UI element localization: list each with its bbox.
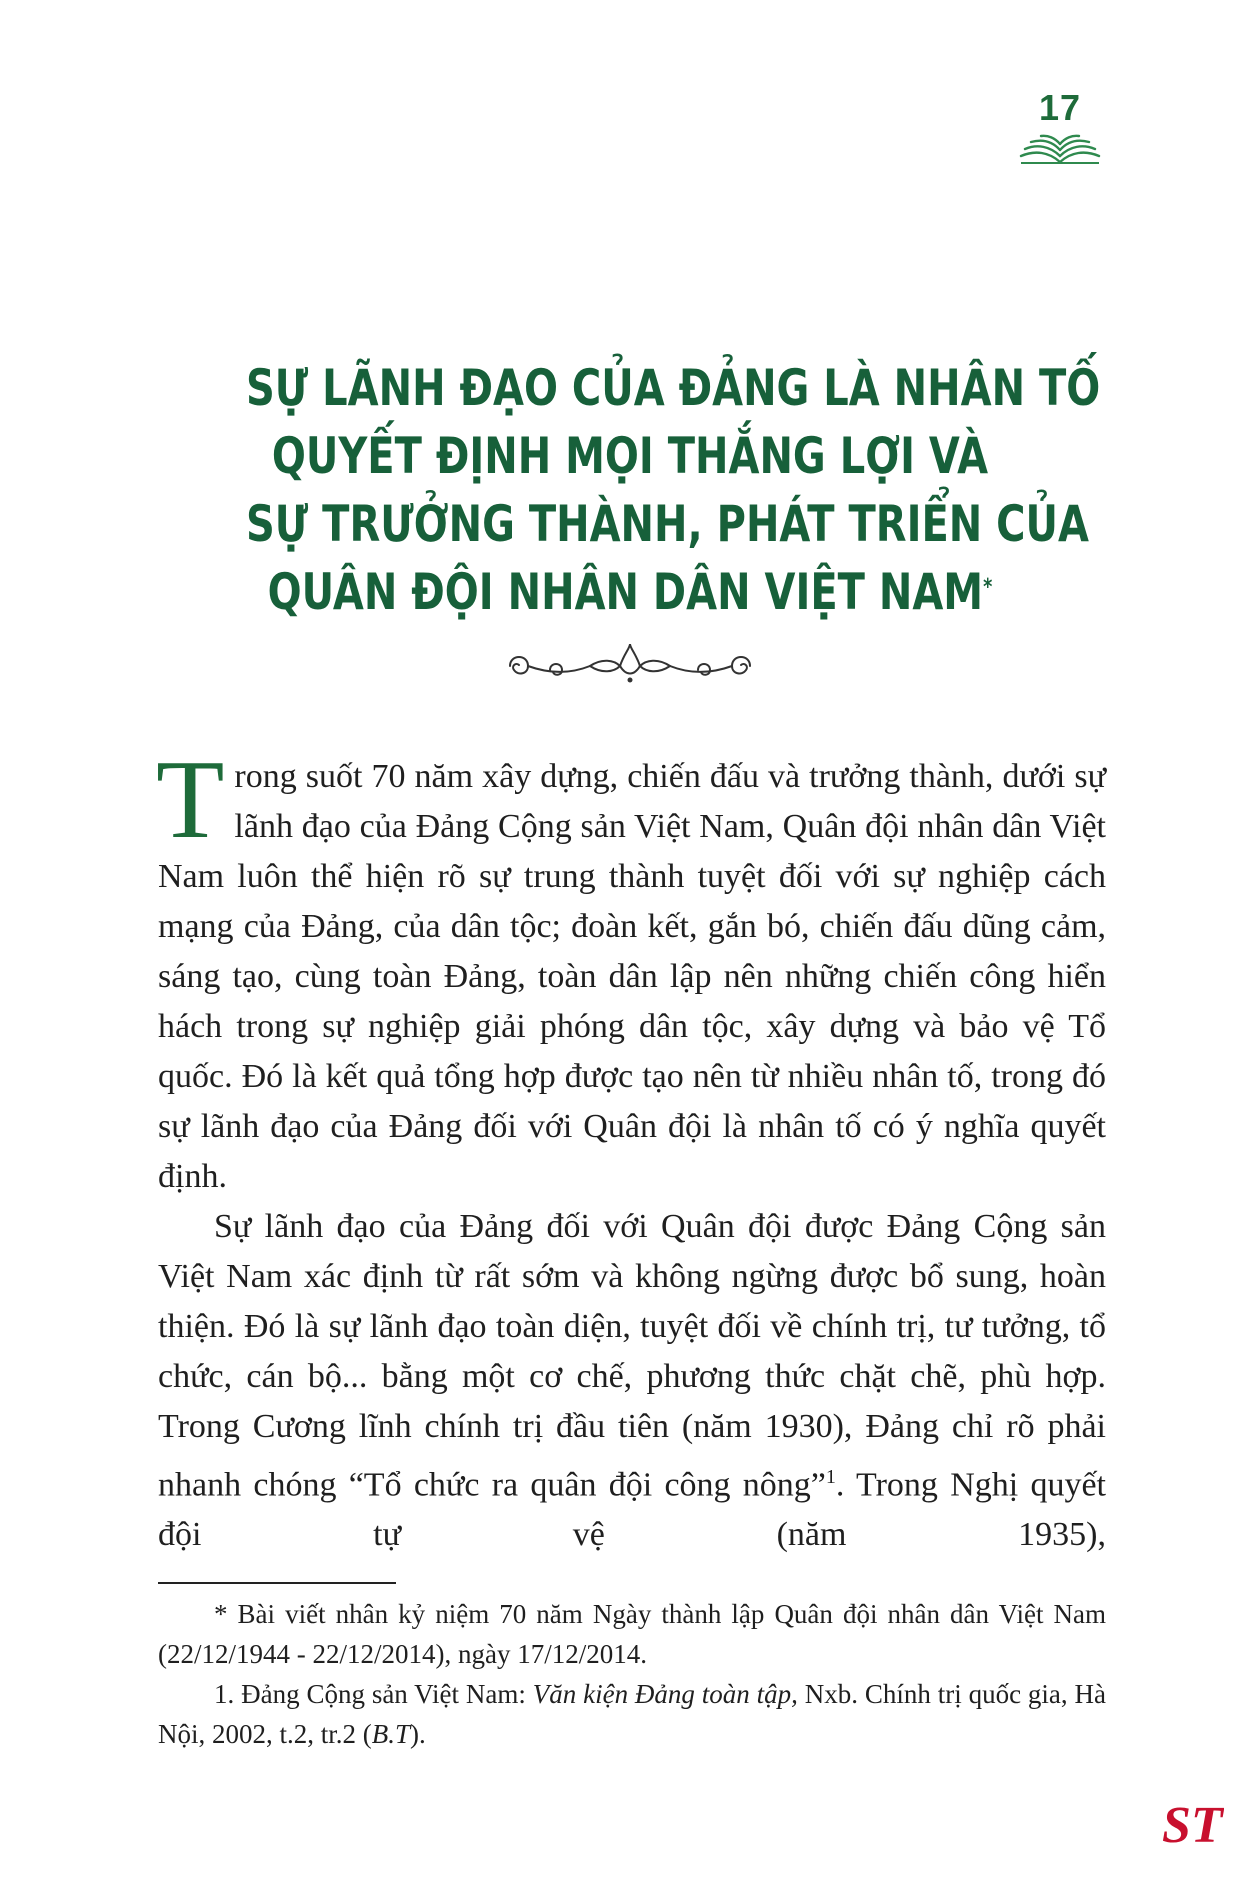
drop-cap: T (156, 738, 225, 862)
body-line: dưới sự lãnh đạo của Đảng Cộng sản Việt Nam, Quân đội (234, 758, 1107, 845)
footnote-1-middle: Nxb. Chính trị quốc gia, Hà Nội, 2002, t.2, tr.2 ( (158, 1679, 1107, 1749)
footnotes (158, 1594, 1106, 1754)
body-line: hợp được tạo nên từ nhiều nhân tố, trong đó sự lãnh đạo của (158, 1058, 1107, 1145)
footnote-divider (158, 1582, 396, 1584)
title-line-last (246, 558, 1014, 626)
article-body (156, 738, 1107, 1560)
title-line: QUYẾT ĐỊNH MỌI THẮNG LỢI VÀ (271, 427, 989, 485)
body-line: chính trị, tư tưởng, tổ chức, cán bộ... bằng một cơ chế, phương (158, 1308, 1106, 1395)
title-line: SỰ TRƯỞNG THÀNH, PHÁT TRIỂN CỦA (246, 495, 1089, 553)
body-line-after-ref: . Trong Nghị quyết đội tự vệ (năm 1935), (158, 1466, 1106, 1554)
title-footnote-marker: * (983, 575, 993, 600)
body-line: sung, hoàn thiện. Đó là sự lãnh đạo toàn diện, tuyệt đối về (158, 1258, 1107, 1345)
publisher-logo-text: ST (1162, 1797, 1223, 1850)
footnote-1-suffix: ). (410, 1719, 426, 1749)
body-line: rong suốt 70 năm xây dựng, chiến đấu và trưởng thành, (234, 758, 994, 795)
body-line: (năm 1930), Đảng chỉ rõ phải nhanh chóng “Tổ chức ra quân (158, 1408, 1106, 1504)
body-line: sản Việt Nam xác định từ rất sớm và không ngừng được bổ (158, 1208, 1106, 1295)
open-book-icon (1017, 132, 1103, 166)
body-line-before-ref: đội công nông” (608, 1466, 826, 1504)
footnote-1-prefix: 1. Đảng Cộng sản Việt Nam: (214, 1679, 533, 1709)
footnote-reference[interactable]: 1 (825, 1466, 836, 1488)
body-line: gắn bó, chiến đấu dũng cảm, sáng tạo, cùng toàn Đảng, toàn (158, 908, 1107, 995)
article-title (246, 354, 1101, 626)
body-line: nhân dân Việt Nam luôn thể hiện rõ sự trung thành tuyệt (158, 808, 1107, 895)
body-line: đối với sự nghiệp cách mạng của Đảng, của dân tộc; đoàn kết, (158, 858, 1107, 945)
paragraph-1 (156, 738, 1107, 1202)
title-line-text: QUÂN ĐỘI NHÂN DÂN VIỆT NAM (267, 563, 984, 621)
st-logo-icon (1160, 1792, 1224, 1850)
footnote-1 (158, 1674, 1106, 1754)
page-number-block (1010, 87, 1110, 166)
page-number: 17 (1038, 87, 1082, 128)
flourish-ornament-icon (490, 640, 770, 690)
body-line: thức chặt chẽ, phù hợp. Trong Cương lĩnh chính trị đầu tiên (158, 1358, 1106, 1445)
footnote-1-book-title: Văn kiện Đảng toàn tập, (532, 1679, 798, 1709)
footnote-1-abbr: B.T (371, 1719, 411, 1749)
paragraph-2 (158, 1202, 1106, 1560)
body-line: Sự lãnh đạo của Đảng đối với Quân đội được Đảng Cộng (214, 1208, 1048, 1245)
title-line: SỰ LÃNH ĐẠO CỦA ĐẢNG LÀ NHÂN TỐ (246, 359, 1101, 417)
body-line: Đảng đối với Quân đội là nhân tố có ý nghĩa quyết định. (158, 1108, 1106, 1195)
body-line: dân lập nên những chiến công hiển hách trong sự nghiệp giải (158, 958, 1107, 1045)
body-line: phóng dân tộc, xây dựng và bảo vệ Tổ quốc. Đó là kết quả tổng (158, 1008, 1106, 1095)
footnote-star: * Bài viết nhân kỷ niệm 70 năm Ngày thành lập Quân đội nhân dân Việt Nam (22/12/1944 - 22/12/2014), ngày 17/12/2014. (158, 1599, 1106, 1669)
